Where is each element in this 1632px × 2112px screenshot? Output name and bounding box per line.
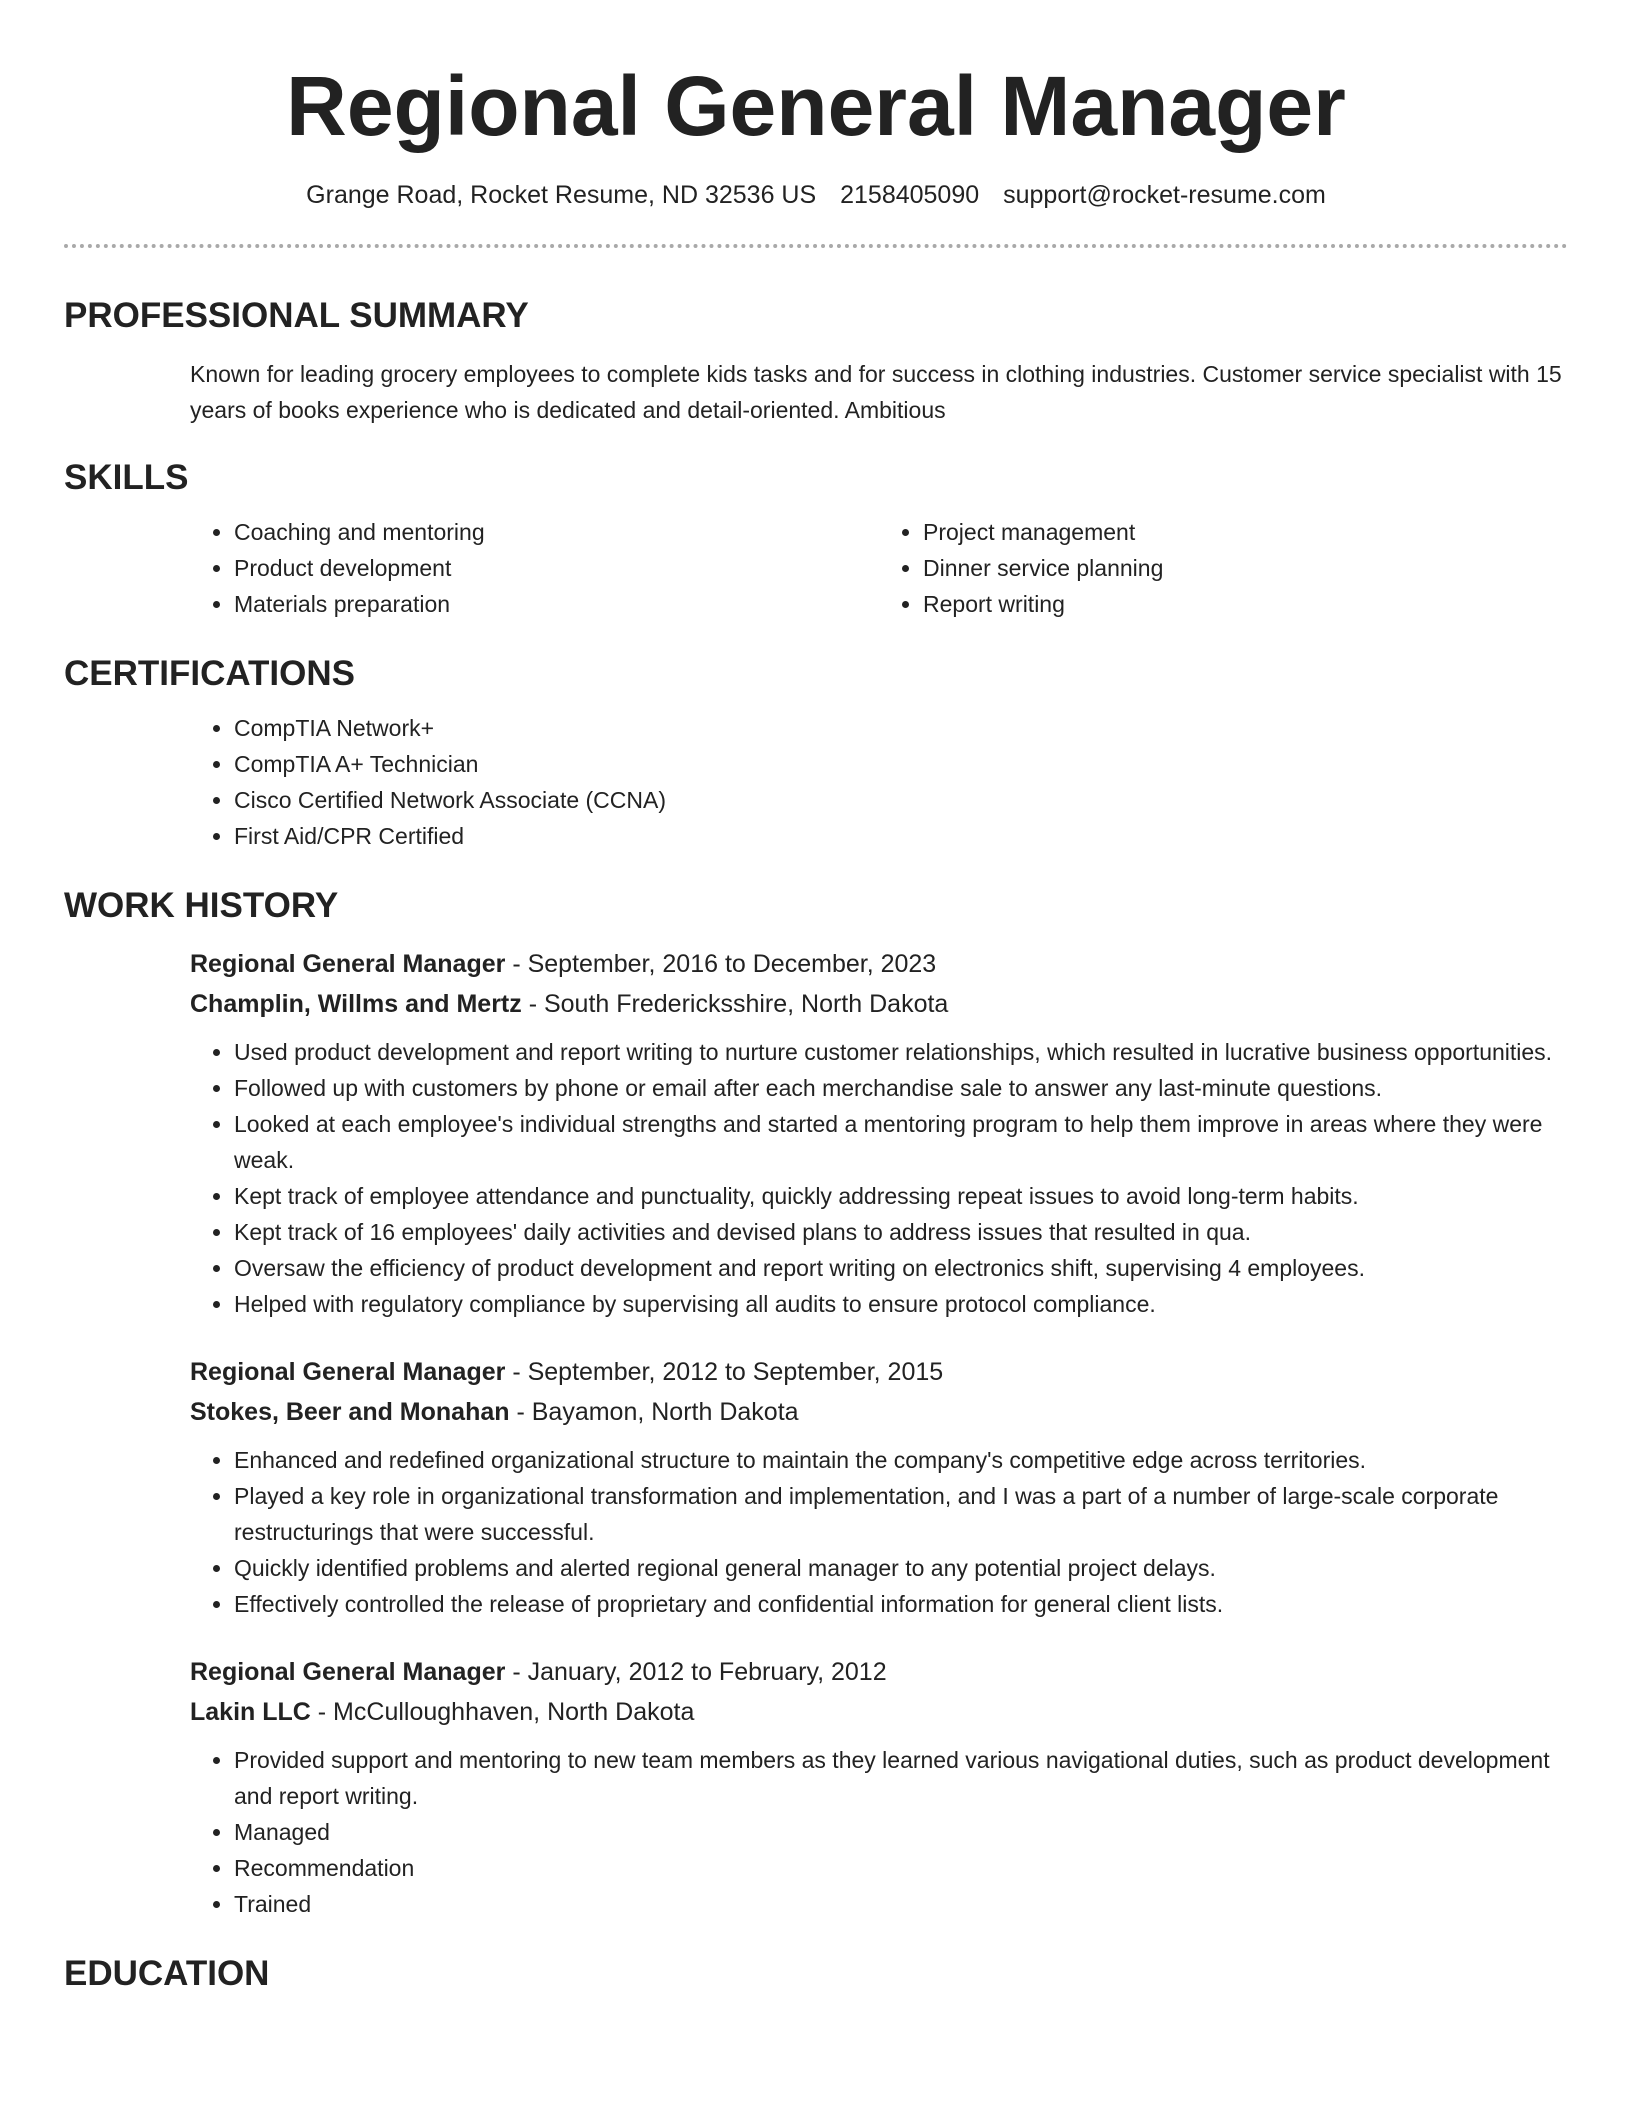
skills-list-left xyxy=(190,514,879,622)
work-history-title: WORK HISTORY xyxy=(64,886,339,925)
skills-title: SKILLS xyxy=(64,458,189,497)
job-role-line xyxy=(190,1352,1568,1392)
job-entry xyxy=(190,1652,1568,1922)
job-bullets xyxy=(190,1034,1568,1322)
job-bullet: • Kept track of employee attendance and punctuality, quickly addressing repeat issues to avoid long-term habits. xyxy=(234,1178,1568,1214)
contact-address: Grange Road, Rocket Resume, ND 32536 US xyxy=(306,181,817,209)
job-bullet: • Quickly identified problems and alerted regional general manager to any potential project delays. xyxy=(234,1550,1568,1586)
job-company: Stokes, Beer and Monahan xyxy=(190,1398,510,1426)
skills-grid xyxy=(190,514,1568,622)
certification-item: • CompTIA Network+ xyxy=(234,710,1568,746)
job-entry xyxy=(190,944,1568,1322)
job-company-line xyxy=(190,1392,1568,1432)
job-role-line xyxy=(190,944,1568,984)
job-company: Champlin, Willms and Mertz xyxy=(190,990,522,1018)
skills-section xyxy=(64,456,1568,622)
job-bullet: • Effectively controlled the release of proprietary and confidential information for general client lists. xyxy=(234,1586,1568,1622)
job-role: Regional General Manager xyxy=(190,950,506,978)
contact-phone: 2158405090 xyxy=(840,181,980,209)
job-dates: - January, 2012 to February, 2012 xyxy=(505,1658,887,1686)
summary-text: Known for leading grocery employees to complete kids tasks and for success in clothing industries. Customer service specialist with 15 years of books experience who is dedicated and detail-oriented. Ambitious xyxy=(190,361,1562,423)
job-location: - McCulloughhaven, North Dakota xyxy=(310,1698,695,1726)
job-bullet: • Followed up with customers by phone or email after each merchandise sale to answer any last-minute questions. xyxy=(234,1070,1568,1106)
job-role-line xyxy=(190,1652,1568,1692)
contact-email: support@rocket-resume.com xyxy=(1003,181,1326,209)
job-bullet: • Trained xyxy=(234,1886,1568,1922)
skill-item: • Report writing xyxy=(923,586,1568,622)
certification-item: • Cisco Certified Network Associate (CCNA) xyxy=(234,782,1568,818)
job-entry xyxy=(190,1352,1568,1622)
job-bullet: • Recommendation xyxy=(234,1850,1568,1886)
job-bullet: • Played a key role in organizational transformation and implementation, and I was a part of a number of large-scale corporate restructurings that were successful. xyxy=(234,1478,1568,1550)
skill-item: • Coaching and mentoring xyxy=(234,514,879,550)
skill-item: • Dinner service planning xyxy=(923,550,1568,586)
header-divider xyxy=(64,244,1568,248)
job-role: Regional General Manager xyxy=(190,1658,506,1686)
job-bullet: • Oversaw the efficiency of product development and report writing on electronics shift, supervising 4 employees. xyxy=(234,1250,1568,1286)
certifications-section xyxy=(64,652,1568,854)
job-bullet: • Enhanced and redefined organizational structure to maintain the company's competitive edge across territories. xyxy=(234,1442,1568,1478)
job-bullets xyxy=(190,1442,1568,1622)
certifications-title: CERTIFICATIONS xyxy=(64,654,356,693)
job-company: Lakin LLC xyxy=(190,1698,311,1726)
job-bullet: • Helped with regulatory compliance by supervising all audits to ensure protocol compliance. xyxy=(234,1286,1568,1322)
contact-line xyxy=(64,180,1568,210)
certification-item: • CompTIA A+ Technician xyxy=(234,746,1568,782)
certifications-list xyxy=(190,710,1568,854)
job-bullet: • Used product development and report writing to nurture customer relationships, which resulted in lucrative business opportunities. xyxy=(234,1034,1568,1070)
summary-section xyxy=(64,294,1568,428)
resume-name: Regional General Manager xyxy=(286,59,1346,153)
skill-item: • Project management xyxy=(923,514,1568,550)
job-dates: - September, 2016 to December, 2023 xyxy=(505,950,937,978)
job-bullet: • Provided support and mentoring to new team members as they learned various navigational duties, such as product development and report writing. xyxy=(234,1742,1568,1814)
education-title: EDUCATION xyxy=(64,1954,270,1993)
education-section xyxy=(64,1952,1568,1996)
job-location: - South Fredericksshire, North Dakota xyxy=(521,990,949,1018)
skills-list-right xyxy=(879,514,1568,622)
job-bullet: • Kept track of 16 employees' daily activities and devised plans to address issues that resulted in qua. xyxy=(234,1214,1568,1250)
skill-item: • Materials preparation xyxy=(234,586,879,622)
job-location: - Bayamon, North Dakota xyxy=(509,1398,799,1426)
job-bullet: • Managed xyxy=(234,1814,1568,1850)
skill-item: • Product development xyxy=(234,550,879,586)
job-bullet: • Looked at each employee's individual strengths and started a mentoring program to help them improve in areas where they were weak. xyxy=(234,1106,1568,1178)
work-history-section xyxy=(64,884,1568,1922)
job-bullets xyxy=(190,1742,1568,1922)
summary-title: PROFESSIONAL SUMMARY xyxy=(64,296,529,335)
job-role: Regional General Manager xyxy=(190,1358,506,1386)
job-company-line xyxy=(190,984,1568,1024)
job-company-line xyxy=(190,1692,1568,1732)
job-dates: - September, 2012 to September, 2015 xyxy=(505,1358,944,1386)
certification-item: • First Aid/CPR Certified xyxy=(234,818,1568,854)
